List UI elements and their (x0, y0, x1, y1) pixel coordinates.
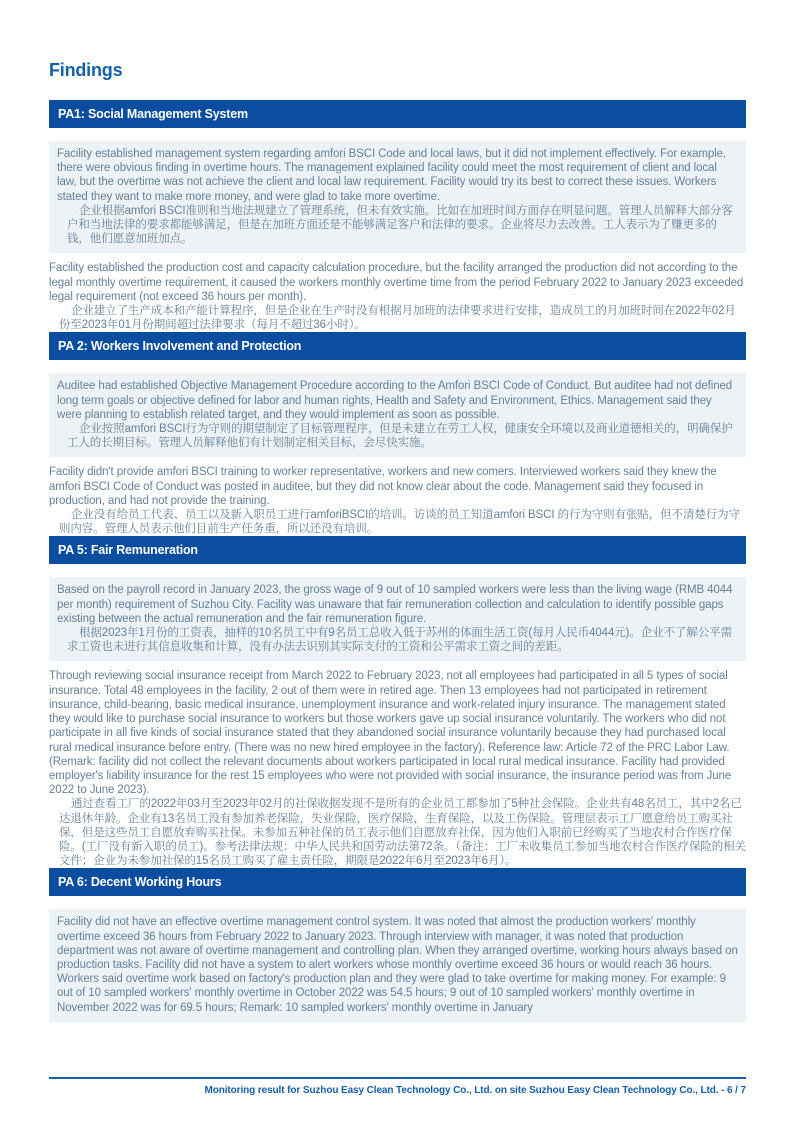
finding-block (49, 577, 746, 661)
section-pa2 (49, 332, 746, 536)
finding-text-zh: 通过查看工厂的2022年03月至2023年02月的社保收据发现不是所有的企业员工都参加了5种社会保险。企业共有48名员工，其中2名已达退休年龄。企业有13名员工没有参加养老保险，失业保险，医疗保险，生育保险，以及工伤保险。管理层表示工厂愿意给员工购买社保，但是这些员工自愿放弃购买社保。未参加五种社保的员工表示他们自愿放弃社保，因为他们入职前已经购买了当地农村合作医疗保险。(工厂没有新入职的员工)。参考法律法规：中华人民共和国劳动法第72条。（备注：工厂未收集员工参加当地农村合作医疗保险的相关文件；企业为未参加社保的15名员工购买了雇主责任险，期限是2022年6月至2023年6月）。 (59, 798, 746, 868)
footer-divider (49, 1077, 746, 1079)
finding-text-en: Facility did not have an effective overtime management control system. It was noted that almost the production workers' monthly overtime exceed 36 hours from February 2022 to January 2023. Through interview with manager, it was noted that production department was not aware of overtime management and controlling plan. When they arranged overtime, working hours always based on production tasks. Facility did not have a system to alert workers whose monthly overtime exceed 36 hours or would reach 36 hours. Workers said overtime work based on factory's production plan and they were glad to take overtime for making money. For example: 9 out of 10 sampled workers' monthly overtime in October 2022 was 54.5 hours; 9 out of 10 sampled workers' monthly overtime in November 2022 was for 69.5 hours; Remark: 10 sampled workers' monthly overtime in January (57, 916, 738, 1014)
finding-block (49, 909, 746, 1021)
finding-block (49, 465, 746, 536)
finding-block (49, 669, 746, 868)
section-header-pa6: PA 6: Decent Working Hours (49, 868, 746, 896)
finding-block (49, 261, 746, 332)
finding-text-zh: 企业没有给员工代表、员工以及新入职员工进行amforiBSCI的培训。访谈的员工知道amfori BSCI 的行为守则有张贴，但不清楚行为守则内容。管理人员表示他们目前生产任务重，所以还没有培训。 (59, 509, 740, 536)
section-pa5 (49, 536, 746, 868)
finding-text-en: Through reviewing social insurance receipt from March 2022 to February 2023, not all employees had participated in all 5 types of social insurance. Total 48 employees in the facility, 2 out of them were in retired age. Then 13 employees had not participated in retirement insurance, child-bearing, basic medical insurance, unemployment insurance and work-related injury insurance. The management stated they would like to purchase social insurance to workers but those workers gave up social insurance voluntarily. The workers who did not participate in all five kinds of social insurance stated that they abandoned social insurance voluntarily because they had purchased local rural medical insurance before entry. (There was no new hired employee in the factory). Reference law: Article 72 of the PRC Labor Law. (Remark: facility did not collect the relevant documents about workers participated in local rural medical insurance. Facility had provided employer's liability insurance for the rest 15 employees who were not provided with social insurance, the insurance period was from June 2022 to June 2023). (49, 670, 732, 797)
footer-text: Monitoring result for Suzhou Easy Clean Technology Co., Ltd. on site Suzhou Easy Clean Technology Co., Ltd. - 6 / 7 (204, 1085, 746, 1096)
finding-text-en: Auditee had established Objective Management Procedure according to the Amfori BSCI Code of Conduct. But auditee had not defined long term goals or objective defined for labor and human rights, Health and Safety and Environment, Ethics. Management said they were planning to establish related target, and they would implement as soon as possible. (57, 380, 733, 421)
page-title: Findings (49, 60, 123, 80)
finding-block (49, 373, 746, 457)
finding-text-en: Facility established management system regarding amfori BSCI Code and local laws, but it did not implement effectively. For example, there were obvious finding in overtime hours. The management explained facility could meet the most requirement of client and local law, but the overtime was not achieve the client and local law requirement. Facility would try its best to correct these issues. Workers stated they want to make more money, and were glad to take more overtime. (57, 148, 727, 203)
section-pa6 (49, 868, 746, 1021)
section-header-pa1: PA1: Social Management System (49, 100, 746, 128)
finding-block (49, 141, 746, 253)
finding-text-zh: 企业根据amfori BSCI准则和当地法规建立了管理系统，但未有效实施。比如在加班时间方面存在明显问题。管理人员解释大部分客户和当地法律的要求都能够满足，但是在加班方面还是不能够满足客户和法律的要求。企业将尽力去改善。工人表示为了赚更多的钱，他们愿意加班加点。 (67, 204, 733, 246)
section-header-pa5: PA 5: Fair Remuneration (49, 536, 746, 564)
finding-text-en: Based on the payroll record in January 2023, the gross wage of 9 out of 10 sampled workers were less than the living wage (RMB 4044 per month) requirement of Suzhou City. Facility was unaware that fair remuneration collection and calculation to identify possible gaps existing between the actual remuneration and the fair remuneration figure. (57, 584, 733, 625)
finding-text-en: Facility didn't provide amfori BSCI training to worker representative, workers and new comers. Interviewed workers said they knew the amfori BSCI Code of Conduct was posted in auditee, but they did not know clear about the code. Management said they focused in production, and had not provide the training. (49, 466, 717, 507)
finding-text-zh: 企业建立了生产成本和产能计算程序，但是企业在生产时没有根据月加班的法律要求进行安排，造成员工的月加班时间在2022年02月份至2023年01月份期间超过法律要求（每月不超过36小时）。 (59, 305, 736, 332)
finding-text-zh: 企业按照amfori BSCI行为守则的期望制定了目标管理程序，但是未建立在劳工人权，健康安全环境以及商业道德相关的，明确保护工人的长期目标。管理人员解释他们有计划制定相关目标，会尽快实施。 (67, 423, 733, 450)
section-pa1 (49, 100, 746, 332)
page-footer (49, 1077, 746, 1096)
finding-text-zh: 根据2023年1月份的工资表，抽样的10名员工中有9名员工总收入低于苏州的体面生活工资(每月人民币4044元)。企业不了解公平需求工资也未进行其信息收集和计算，没有办法去识别其实际支付的工资和公平需求工资之间的差距。 (67, 627, 733, 654)
section-header-pa2: PA 2: Workers Involvement and Protection (49, 332, 746, 360)
finding-text-en: Facility established the production cost and capacity calculation procedure, but the facility arranged the production did not according to the legal monthly overtime requirement, it caused the workers monthly overtime time from the period February 2022 to January 2023 exceeded legal requirement (not exceed 36 hours per month). (49, 262, 744, 303)
